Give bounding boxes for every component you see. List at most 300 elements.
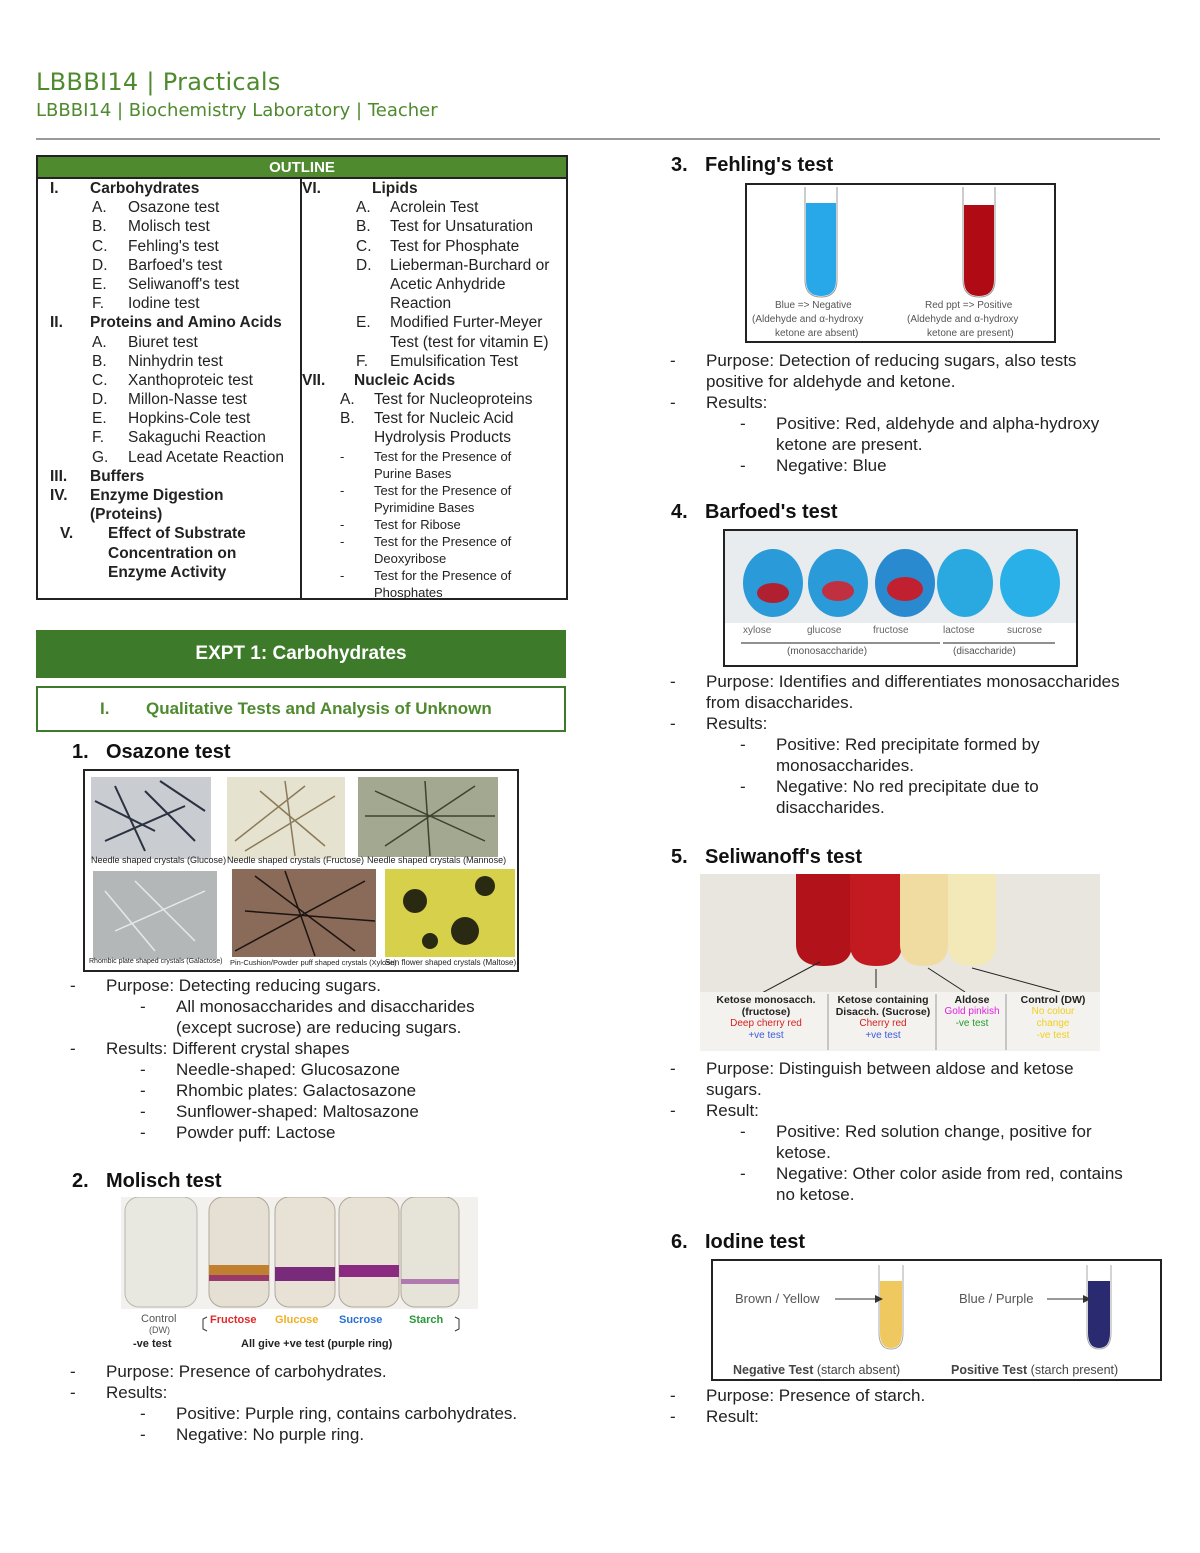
seliwanoff-label-line: +ve test (865, 1030, 901, 1041)
outline-item-number: F. (92, 295, 105, 313)
seliwanoff-label-box (830, 994, 936, 1042)
bullet-dash: - (670, 1059, 676, 1078)
caption: Pin-Cushion/Powder puff shaped crystals (Xylose) (230, 958, 397, 967)
outline-item-number: - (340, 567, 345, 583)
section-title: Iodine test (705, 1231, 806, 1253)
outline-item-text: Purine Bases (374, 465, 452, 481)
outline-item (38, 217, 300, 236)
bullet-item (670, 797, 1170, 818)
outline-item (38, 371, 300, 390)
molisch-label: Sucrose (339, 1314, 383, 1326)
bullet-item (70, 1017, 570, 1038)
outline-item-text: Molisch test (128, 218, 210, 236)
header-divider (36, 138, 1160, 140)
outline-item (302, 313, 568, 332)
bullet-text: Needle-shaped: Glucosazone (176, 1060, 400, 1079)
bullet-text: Results: (706, 714, 768, 733)
outline-item-text: Buffers (90, 467, 145, 485)
experiment-banner: EXPT 1: Carbohydrates (36, 630, 566, 678)
bullet-dash: - (670, 393, 676, 412)
molisch-label: Glucose (275, 1314, 319, 1326)
outline-item-text: Barfoed's test (128, 256, 223, 274)
outline-item-text: Acetic Anhydride (390, 275, 506, 293)
bullet-item (70, 1361, 570, 1382)
outline-item-number: G. (92, 448, 109, 466)
outline-item-number: A. (92, 199, 107, 217)
seliwanoff-label-line: Ketose containing (837, 994, 929, 1006)
outline-item-number: VII. (302, 371, 326, 389)
bullet-text: Result: (706, 1101, 759, 1120)
bullet-item (670, 350, 1170, 371)
outline-item (302, 533, 568, 550)
bullet-item (670, 692, 1170, 713)
bullet-text: positive for aldehyde and ketone. (706, 372, 956, 391)
outline-item (302, 352, 568, 371)
seliwanoff-label-line: Disacch. (Sucrose) (835, 1006, 931, 1018)
fehling-neg-caption: (Aldehyde and α-hydroxy (752, 314, 864, 325)
bullet-item (670, 1079, 1170, 1100)
outline-item (38, 313, 300, 332)
bullet-dash: - (70, 1362, 76, 1381)
bullet-text: Purpose: Detection of reducing sugars, also tests (706, 351, 1077, 370)
section-number: 6. (671, 1231, 688, 1253)
caption: Sun flower shaped crystals (Maltose) (385, 958, 517, 967)
bullet-dash: - (740, 414, 746, 433)
bullet-item (670, 734, 1170, 755)
outline-item-number: I. (50, 180, 59, 197)
outline-item-number: - (340, 533, 345, 549)
outline-item (38, 294, 300, 313)
outline-item-text: Modified Furter-Meyer (390, 314, 543, 332)
seliwanoff-label-line: +ve test (748, 1030, 784, 1041)
outline-item-number: E. (92, 275, 107, 293)
bullet-dash: - (670, 1386, 676, 1405)
outline-item (302, 179, 568, 198)
outline-item (302, 275, 568, 294)
outline-item-number: III. (50, 467, 68, 485)
bullet-dash: - (140, 1123, 146, 1142)
outline-item-text: Acrolein Test (390, 199, 479, 217)
molisch-all-give: All give +ve test (purple ring) (241, 1338, 393, 1350)
outline-item (38, 563, 300, 582)
molisch-control-sub: (DW) (149, 1325, 170, 1335)
bullet-dash: - (670, 1407, 676, 1426)
outline-item-text: Test for the Presence of (374, 533, 512, 549)
iodine-pos-label (951, 1363, 1118, 1377)
outline-item-text: Fehling's test (128, 237, 219, 255)
outline-item-text: Proteins and Amino Acids (90, 314, 282, 332)
outline-item (38, 275, 300, 294)
outline-item-text: Test (test for vitamin E) (390, 333, 549, 351)
iodine-pos-label-bold: Positive Test (951, 1363, 1028, 1377)
bullet-item (670, 1406, 1170, 1427)
outline-item (38, 256, 300, 275)
outline-item (38, 448, 300, 467)
fehling-neg-caption: Blue => Negative (775, 300, 852, 311)
seliwanoff-label-line: -ve test (1036, 1030, 1070, 1041)
outline-left-column (38, 179, 302, 598)
bullet-text: Results: (706, 393, 768, 412)
section-number: 3. (671, 154, 688, 176)
outline-item-number: C. (356, 237, 372, 255)
outline-item-text: Lieberman-Burchard or (390, 256, 550, 274)
subsection-number: I. (100, 699, 110, 718)
seliwanoff-label-line: No colour (1031, 1006, 1075, 1017)
bullet-item (670, 671, 1170, 692)
bullet-text: Purpose: Distinguish between aldose and ketose (706, 1059, 1074, 1078)
seliwanoff-label-line: (fructose) (741, 1006, 791, 1018)
bullet-text: sugars. (706, 1080, 762, 1099)
bullet-item (670, 434, 1170, 455)
bullet-item (70, 1424, 570, 1445)
outline-item (38, 198, 300, 217)
bullet-dash: - (140, 997, 146, 1016)
fehling-neg-caption: ketone are absent) (775, 328, 859, 339)
bullet-item (70, 1122, 570, 1143)
outline-item-text: Effect of Substrate (108, 525, 246, 543)
caption: Needle shaped crystals (Fructose) (227, 855, 365, 865)
outline-item-number: B. (92, 352, 107, 370)
seliwanoff-label-box (938, 994, 1006, 1030)
iodine-figure (711, 1259, 1162, 1381)
outline-item-text: Phosphates (374, 584, 443, 600)
outline-item (38, 352, 300, 371)
bullet-text: Positive: Red precipitate formed by (776, 735, 1040, 754)
outline-item (302, 567, 568, 584)
outline-table (36, 155, 568, 600)
seliwanoff-bullets (670, 1058, 1170, 1205)
outline-item-number: - (340, 482, 345, 498)
outline-item (302, 499, 568, 516)
iodine-bullets (670, 1385, 1170, 1427)
section-title: Molisch test (106, 1170, 222, 1192)
outline-item (38, 333, 300, 352)
bullet-item (670, 1121, 1170, 1142)
bullet-item (70, 1059, 570, 1080)
bullet-text: from disaccharides. (706, 693, 854, 712)
caption: Needle shaped crystals (Mannose) (367, 855, 507, 865)
outline-item (38, 428, 300, 447)
section-number: 2. (72, 1170, 89, 1192)
bullet-item (670, 1100, 1170, 1121)
bullet-item (670, 392, 1170, 413)
bullet-text: Negative: No red precipitate due to (776, 777, 1039, 796)
seliwanoff-figure (700, 874, 1100, 1051)
outline-item-text: Test for the Presence of (374, 567, 512, 583)
outline-item-text: Biuret test (128, 333, 198, 351)
outline-item-number: A. (92, 333, 107, 351)
bullet-text: Rhombic plates: Galactosazone (176, 1081, 417, 1100)
bullet-text: Negative: Blue (776, 456, 887, 475)
outline-item (302, 198, 568, 217)
outline-item-text: Test for the Presence of (374, 482, 512, 498)
bullet-text: Results: (106, 1383, 168, 1402)
bullet-dash: - (670, 672, 676, 691)
fehling-figure (745, 183, 1056, 343)
outline-item (38, 486, 300, 505)
outline-item-text: Pyrimidine Bases (374, 499, 475, 515)
outline-item-number: F. (92, 429, 105, 447)
page-subtitle: LBBBI14 | Biochemistry Laboratory | Teacher (36, 100, 438, 121)
outline-item-number: VI. (302, 180, 321, 197)
outline-item-text: Test for the Presence of (374, 448, 512, 464)
outline-item-text: Osazone test (128, 199, 220, 217)
molisch-label: Starch (409, 1314, 444, 1326)
outline-item (38, 467, 300, 486)
outline-item (302, 550, 568, 567)
bullet-dash: - (140, 1425, 146, 1444)
section-title: Barfoed's test (705, 501, 838, 523)
subsection-banner (36, 686, 566, 732)
bullet-dash: - (670, 1101, 676, 1120)
outline-item-text: (Proteins) (90, 506, 163, 524)
bullet-text: Results: Different crystal shapes (106, 1039, 350, 1058)
bullet-text: disaccharides. (776, 798, 885, 817)
osazone-crystal-images (85, 771, 519, 972)
bullet-item (70, 1382, 570, 1403)
bullet-text: Sunflower-shaped: Maltosazone (176, 1102, 419, 1121)
outline-item-text: Test for Nucleoproteins (374, 391, 533, 409)
barfoed-group-di: (disaccharide) (953, 646, 1016, 657)
outline-item-text: Concentration on (108, 544, 237, 562)
outline-item-text: Hopkins-Cole test (128, 410, 251, 428)
outline-item (302, 256, 568, 275)
molisch-control-result: -ve test (133, 1338, 172, 1350)
bullet-text: Powder puff: Lactose (176, 1123, 336, 1142)
bullet-text: monosaccharides. (776, 756, 914, 775)
outline-item-number: D. (356, 256, 372, 274)
outline-item (302, 482, 568, 499)
bullet-dash: - (740, 735, 746, 754)
seliwanoff-label-line: -ve test (955, 1018, 989, 1029)
outline-item (302, 390, 568, 409)
bullet-dash: - (140, 1060, 146, 1079)
section-title: Fehling's test (705, 154, 834, 176)
section-number: 1. (72, 741, 89, 763)
iodine-neg-label-text: (starch absent) (813, 1363, 901, 1377)
bullet-dash: - (140, 1102, 146, 1121)
outline-item-text: Hydrolysis Products (374, 429, 511, 447)
bullet-text: Purpose: Identifies and differentiates monosaccharides (706, 672, 1120, 691)
bullet-item (70, 996, 570, 1017)
osazone-figure (83, 769, 519, 972)
bullet-text: Positive: Red solution change, positive for (776, 1122, 1092, 1141)
iodine-pos-color: Blue / Purple (959, 1291, 1034, 1306)
bullet-text: Negative: Other color aside from red, contains (776, 1164, 1123, 1183)
barfoed-figure (723, 529, 1078, 667)
outline-item (302, 333, 568, 352)
bullet-item (670, 1142, 1170, 1163)
outline-item (302, 217, 568, 236)
bullet-text: Negative: No purple ring. (176, 1425, 365, 1444)
fehling-pos-caption: ketone are present) (927, 328, 1014, 339)
outline-item (38, 409, 300, 428)
molisch-bullets (70, 1361, 570, 1445)
outline-right-column (302, 179, 568, 598)
outline-item-number: E. (92, 410, 107, 428)
outline-item (302, 465, 568, 482)
barfoed-group-mono: (monosaccharide) (787, 646, 868, 657)
bullet-dash: - (740, 1164, 746, 1183)
outline-heading: OUTLINE (38, 157, 566, 179)
outline-item-text: Test for Nucleic Acid (374, 410, 514, 428)
molisch-figure (121, 1197, 478, 1357)
bullet-text: Purpose: Detecting reducing sugars. (106, 976, 381, 995)
barfoed-tubes (725, 531, 1078, 667)
seliwanoff-label-line: Aldose (954, 994, 990, 1006)
outline-item-number: II. (50, 314, 63, 332)
seliwanoff-label-box (1008, 994, 1098, 1042)
outline-item-text: Nucleic Acids (354, 371, 456, 389)
barfoed-bullets (670, 671, 1170, 818)
outline-item-number: D. (92, 391, 108, 409)
outline-item (302, 584, 568, 601)
outline-item-number: F. (356, 352, 369, 370)
barfoed-label: xylose (743, 625, 772, 636)
bullet-text: Positive: Red, aldehyde and alpha-hydroxy (776, 414, 1100, 433)
bullet-item (670, 713, 1170, 734)
bullet-item (670, 755, 1170, 776)
bullet-dash: - (70, 976, 76, 995)
seliwanoff-label-line: Gold pinkish (944, 1006, 1000, 1017)
outline-item-text: Test for Unsaturation (390, 218, 534, 236)
outline-item-text: Enzyme Digestion (90, 487, 224, 504)
molisch-label: Fructose (210, 1314, 257, 1326)
bullet-item (670, 1184, 1170, 1205)
barfoed-label: fructose (873, 625, 909, 636)
bullet-item (670, 1058, 1170, 1079)
bullet-text: Positive: Purple ring, contains carbohydrates. (176, 1404, 518, 1423)
outline-item-text: Enzyme Activity (108, 563, 227, 581)
seliwanoff-label-line: Deep cherry red (730, 1018, 802, 1029)
outline-item-text: Ninhydrin test (128, 352, 223, 370)
fehling-pos-caption: (Aldehyde and α-hydroxy (907, 314, 1019, 325)
osazone-bullets (70, 975, 570, 1143)
molisch-control: Control (141, 1313, 177, 1325)
outline-item-text: Iodine test (128, 295, 200, 313)
outline-item (38, 524, 300, 543)
outline-item (302, 371, 568, 390)
bullet-dash: - (740, 456, 746, 475)
outline-item-text: Deoxyribose (374, 550, 447, 566)
bullet-text: (except sucrose) are reducing sugars. (176, 1018, 462, 1037)
bullet-text: ketose. (776, 1143, 831, 1162)
caption: Rhombic plate shaped crystals (Galactose) (89, 958, 223, 965)
outline-item-text: Emulsification Test (390, 352, 519, 370)
bullet-text: All monosaccharides and disaccharides (176, 997, 475, 1016)
outline-item-text: Lead Acetate Reaction (128, 448, 284, 466)
bullet-item (670, 455, 1170, 476)
outline-item-number: B. (356, 218, 371, 236)
section-number: 4. (671, 501, 688, 523)
bullet-item (70, 1038, 570, 1059)
bullet-item (670, 1163, 1170, 1184)
seliwanoff-label-box (704, 994, 828, 1042)
seliwanoff-label-line: Cherry red (859, 1018, 907, 1029)
bullet-item (70, 1403, 570, 1424)
bullet-dash: - (740, 777, 746, 796)
outline-item (302, 516, 568, 533)
outline-item (302, 448, 568, 465)
outline-item-text: Test for Phosphate (390, 237, 520, 255)
bullet-item (70, 1101, 570, 1122)
bullet-item (670, 371, 1170, 392)
section-number: 5. (671, 846, 688, 868)
outline-item-number: C. (92, 237, 108, 255)
bullet-dash: - (670, 351, 676, 370)
outline-item-number: B. (92, 218, 107, 236)
bullet-text: Purpose: Presence of starch. (706, 1386, 926, 1405)
outline-item (38, 505, 300, 524)
bullet-item (70, 975, 570, 996)
bullet-dash: - (140, 1404, 146, 1423)
outline-item (38, 179, 300, 198)
bullet-text: no ketose. (776, 1185, 855, 1204)
barfoed-label: sucrose (1007, 625, 1043, 636)
seliwanoff-label-line: Control (DW) (1020, 994, 1086, 1006)
outline-item-number: A. (356, 199, 371, 217)
outline-item-text: Sakaguchi Reaction (128, 429, 266, 447)
outline-item (302, 409, 568, 428)
molisch-tubes (121, 1197, 478, 1357)
bullet-item (70, 1080, 570, 1101)
iodine-pos-label-text: (starch present) (1027, 1363, 1119, 1377)
outline-item-text: Xanthoproteic test (128, 371, 253, 389)
outline-item-text: Reaction (390, 295, 452, 313)
outline-item-number: D. (92, 256, 108, 274)
barfoed-label: glucose (807, 625, 842, 636)
barfoed-label: lactose (943, 625, 975, 636)
outline-item-number: C. (92, 371, 108, 389)
bullet-dash: - (670, 714, 676, 733)
bullet-item (670, 413, 1170, 434)
section-title: Osazone test (106, 741, 231, 763)
outline-item (38, 390, 300, 409)
outline-item-number: B. (340, 410, 355, 428)
outline-item-number: IV. (50, 487, 68, 504)
outline-item (302, 237, 568, 256)
outline-item (38, 237, 300, 256)
subsection-title: Qualitative Tests and Analysis of Unknown (146, 699, 492, 718)
outline-item-number: - (340, 516, 345, 532)
outline-item-text: Seliwanoff's test (128, 275, 240, 293)
bullet-text: Result: (706, 1407, 759, 1426)
bullet-dash: - (70, 1039, 76, 1058)
bullet-text: Purpose: Presence of carbohydrates. (106, 1362, 387, 1381)
bullet-dash: - (740, 1122, 746, 1141)
iodine-neg-label (733, 1363, 900, 1377)
bullet-item (670, 1385, 1170, 1406)
outline-item-number: A. (340, 391, 355, 409)
page-title: LBBBI14 | Practicals (36, 68, 281, 96)
bullet-dash: - (70, 1383, 76, 1402)
outline-item-number: V. (60, 525, 74, 543)
fehling-pos-caption: Red ppt => Positive (925, 300, 1013, 311)
seliwanoff-label-line: Ketose monosacch. (716, 994, 816, 1006)
outline-item-text: Carbohydrates (90, 180, 200, 197)
outline-item (38, 544, 300, 563)
seliwanoff-label-line: change (1036, 1018, 1070, 1029)
outline-item-text: Lipids (372, 180, 418, 197)
outline-item-number: - (340, 448, 345, 464)
bullet-dash: - (140, 1081, 146, 1100)
iodine-neg-color: Brown / Yellow (735, 1291, 820, 1306)
outline-item (302, 428, 568, 447)
outline-item (302, 294, 568, 313)
outline-item-text: Test for Ribose (374, 516, 461, 532)
bullet-item (670, 776, 1170, 797)
iodine-neg-label-bold: Negative Test (733, 1363, 814, 1377)
